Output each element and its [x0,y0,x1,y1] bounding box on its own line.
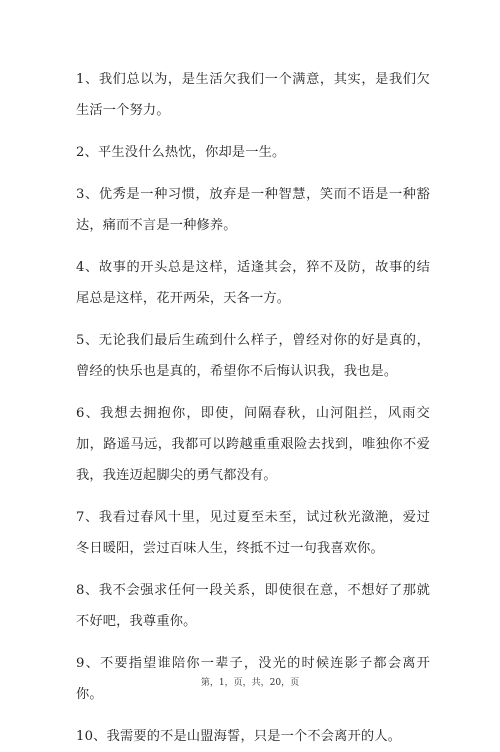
quote-item-1: 1、我们总以为，是生活欠我们一个满意，其实，是我们欠生活一个努力。 [76,72,430,118]
quote-item-4: 4、故事的开头总是这样，适逢其会，猝不及防，故事的结尾总是这样，花开两朵，天各一方。 [76,260,430,306]
quote-item-10: 10、我需要的不是山盟海誓，只是一个不会离开的人。 [76,729,402,744]
quote-item-7: 7、我看过春风十里，见过夏至未至，试过秋光潋滟，爱过冬日暖阳，尝过百味人生，终抵不过一句我喜欢你。 [76,510,430,556]
quote-item-2: 2、平生没什么热忱，你却是一生。 [76,145,286,160]
quote-item-8: 8、我不会强求任何一段关系，即使很在意，不想好了那就不好吧，我尊重你。 [76,583,430,629]
quote-item-5: 5、无论我们最后生疏到什么样子，曾经对你的好是真的，曾经的快乐也是真的，希望你不后悔认识我，我也是。 [76,333,430,379]
quote-list [76,64,430,752]
quote-item-3: 3、优秀是一种习惯，放弃是一种智慧，笑而不语是一种豁达，痛而不言是一种修养。 [76,187,430,233]
page-footer: 第，1，页，共，20，页 [200,678,300,688]
quote-item-9: 9、不要指望谁陪你一辈子，没光的时候连影子都会离开你。 [76,656,430,702]
quote-item-6: 6、我想去拥抱你，即使，间隔春秋，山河阻拦，风雨交加，路遥马远，我都可以跨越重重艰险去找到，唯独你不爱我，我连迈起脚尖的勇气都没有。 [76,406,430,483]
